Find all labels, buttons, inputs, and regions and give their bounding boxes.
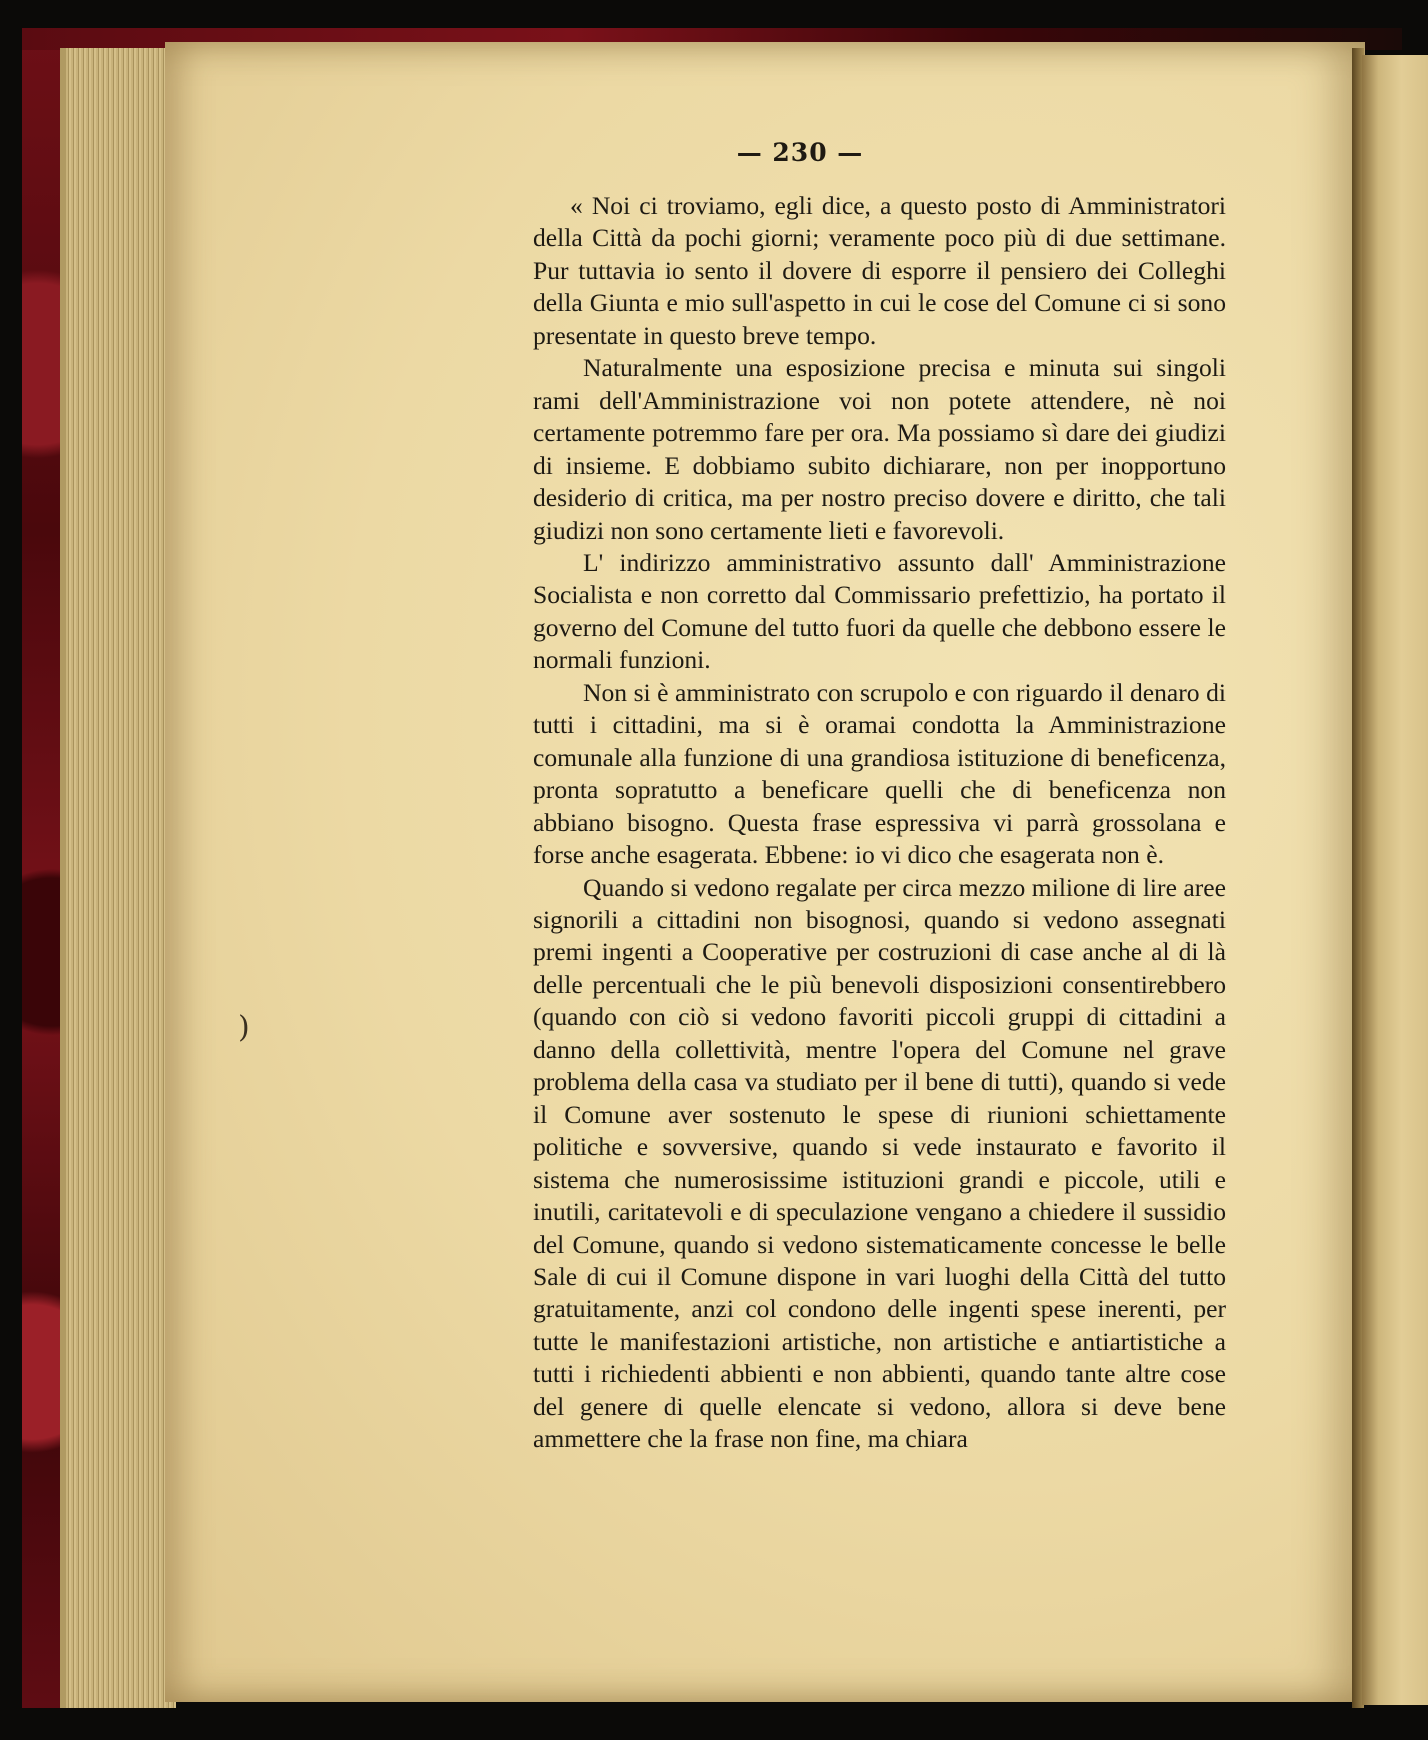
facing-page-edge (1362, 55, 1428, 1705)
paragraph: Non si è amministrato con scrupolo e con riguardo il denaro di tutti i cittadini, ma si è oramai condotta la Amministrazione comunale alla funzione di una grandiosa istituzione di beneficenza, pronta sopratutto a beneficare quelli che di beneficenza non abbiano bisogno. Questa frase espressiva vi parrà grossolana e forse anche esagerata. Ebbene: io vi dico che esagerata non è. (533, 677, 1226, 870)
page-edges (60, 48, 176, 1708)
paragraph: Naturalmente una esposizione precisa e minuta sui singoli rami dell'Amministrazione voi non potete attendere, nè noi certamente potremmo fare per ora. Ma possiamo sì dare dei giudizi di insieme. E dobbiamo subito dichiarare, non per inopportuno desiderio di critica, ma per nostro preciso dovere e diritto, che tali giudizi non sono certamente lieti e favorevoli. (533, 353, 1226, 545)
paragraph: L' indirizzo amministrativo assunto dall' Amministrazione Socialista e non corretto dal Commissario prefettizio, ha portato il governo del Comune del tutto fuori da quelle che debbono essere le normali funzioni. (533, 547, 1226, 675)
paragraph: « Noi ci troviamo, egli dice, a questo posto di Amministratori della Città da pochi giorni; veramente poco più di due settimane. Pur tuttavia io sento il dovere di esporre il pensiero dei Colleghi della Giunta e mio sull'aspetto in cui le cose del Comune ci si sono presentate in questo breve tempo. (533, 191, 1226, 350)
margin-mark: ) (238, 1010, 250, 1045)
body-text (533, 190, 1226, 1456)
paragraph: Quando si vedono regalate per circa mezzo milione di lire aree signorili a cittadini non bisognosi, quando si vedono assegnati premi ingenti a Cooperative per costruzioni di case anche al di là delle percentuali che le più benevoli disposizioni consentirebbero (quando con ciò si vedono favoriti piccoli gruppi di cittadini a danno della collettività, mentre l'opera del Comune nel grave problema della casa va studiato per il bene di tutti), quando si vede il Comune aver sostenuto le spese di riunioni schiettamente politiche e sovversive, quando si vede instaurato e favorito il sistema che numerosissime istituzioni grandi e piccole, utili e inutili, caritatevoli e di speculazione vengano a chiedere il sussidio del Comune, quando si vedono sistematicamente concesse le belle Sale di cui il Comune dispone in vari luoghi della Città del tutto gratuitamente, anzi col condono delle ingenti spese inerenti, per tutte le manifestazioni artistiche, non artistiche e antiartistiche a tutti i richiedenti abbienti e non abbienti, quando tante altre cose del genere di quelle elencate si vedono, allora si deve bene ammettere che la frase non fine, ma chiara (533, 872, 1226, 1454)
page-number: — 230 — (736, 138, 864, 167)
